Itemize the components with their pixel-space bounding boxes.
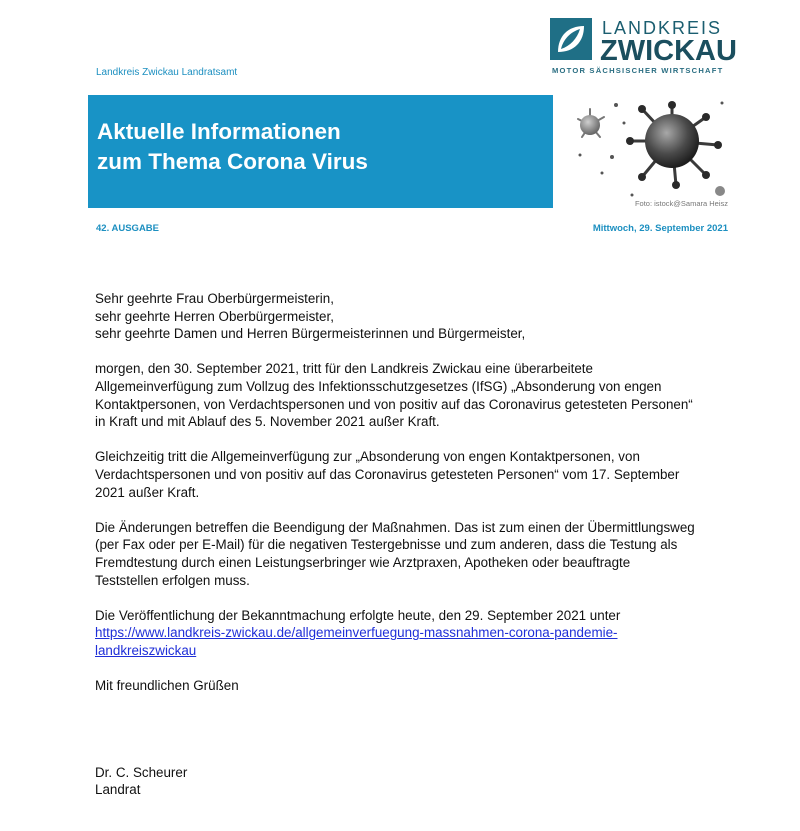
leaf-logo-icon (550, 18, 592, 60)
paragraph-3: Die Änderungen betreffen die Beendigung der Maßnahmen. Das ist zum einen der Übermittlungsweg (per Fax oder per E-Mail) für die negativen Testergebnisse und zum anderen, dass die Testung als Fremdtestung durch einen Leistungserbringer wie Arztpraxen, Apotheken oder beauftragte Teststellen erfolgen muss. (95, 519, 695, 588)
salutation-line-3: sehr geehrte Damen und Herren Bürgermeisterinnen und Bürgermeister, (95, 326, 526, 342)
landkreis-logo (550, 18, 737, 76)
photo-credit: Foto: istock@Samara Heisz (634, 199, 728, 208)
closing: Mit freundlichen Grüßen (95, 678, 239, 694)
title-line-1: Aktuelle Informationen (97, 119, 341, 144)
letter-body (95, 290, 695, 695)
signature-block (95, 764, 187, 798)
logo-main-text: ZWICKAU (600, 35, 737, 67)
paragraph-4 (95, 607, 695, 660)
paragraph-2: Gleichzeitig tritt die Allgemeinverfügung zur „Absonderung von engen Kontaktpersonen, von Verdachtspersonen und von positiv auf das Coronavirus getesteten Personen“ vom 17. September 2021 außer Kraft. (95, 449, 680, 500)
salutation-line-1: Sehr geehrte Frau Oberbürgermeisterin, (95, 291, 334, 306)
virus-photo (572, 95, 728, 208)
publication-link[interactable]: https://www.landkreis-zwickau.de/allgemeinverfuegung-massnahmen-corona-pandemie-landkreiszwickau (95, 625, 618, 658)
title-banner (88, 95, 553, 208)
issue-date: Mittwoch, 29. September 2021 (592, 223, 728, 234)
edition-label: 42. AUSGABE (96, 223, 159, 234)
logo-tagline: MOTOR SÄCHSISCHER WIRTSCHAFT (552, 66, 724, 75)
organization-name: Landkreis Zwickau Landratsamt (96, 67, 238, 78)
logo-top-text: LANDKREIS (602, 18, 723, 38)
publication-text: Die Veröffentlichung der Bekanntmachung erfolgte heute, den 29. September 2021 unter (95, 607, 621, 623)
virus-image (572, 95, 728, 208)
salutation-line-2: sehr geehrte Herren Oberbürgermeister, (95, 308, 334, 324)
paragraph-1: morgen, den 30. September 2021, tritt für den Landkreis Zwickau eine überarbeitete Allgemeinverfügung zum Vollzug des Infektionsschutzgesetzes (IfSG) „Absonderung von engen Kontaktpersonen, von Verdachtspersonen und von positiv auf das Coronavirus getesteten Personen“ in Kraft und mit Ablauf des 5. November 2021 außer Kraft. (95, 361, 693, 430)
signer-name: Dr. C. Scheurer (95, 765, 188, 780)
title-line-2: zum Thema Corona Virus (97, 149, 368, 174)
signer-title: Landrat (95, 782, 141, 797)
page-title (97, 117, 368, 177)
